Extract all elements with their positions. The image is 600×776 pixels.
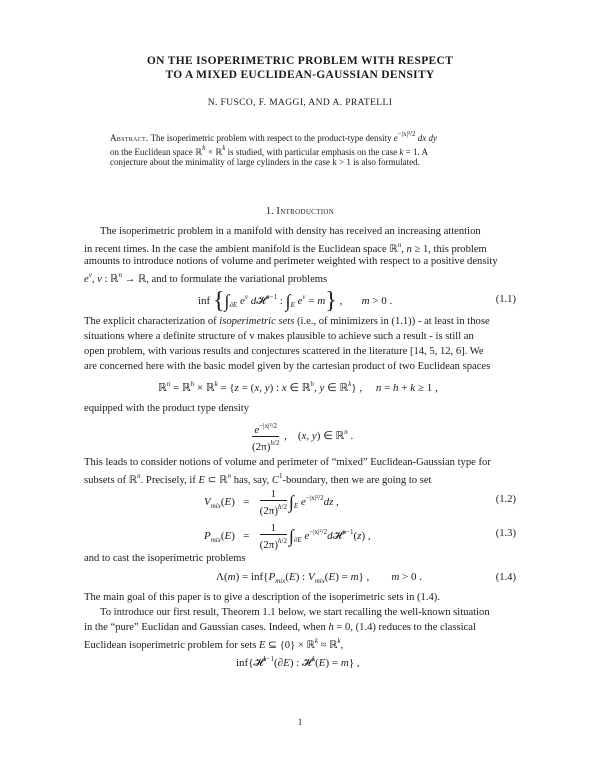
paper-title-line-1: ON THE ISOPERIMETRIC PROBLEM WITH RESPECT [146,55,454,67]
body-line: $e^v$, v : ℝ$^n$ → ℝ, and to formulate the variational problems [84,271,328,285]
equation-number: (1.2) [495,494,516,505]
body-line: amounts to introduce notions of volume and perimeter weighted with respect to a positive density [84,256,498,267]
paper-title-line-2: TO A MIXED EUCLIDEAN-GAUSSIAN DENSITY [165,69,435,81]
section-heading: 1. Introduction [265,206,335,217]
body-line: The explicit characterization of isoperimetric sets (i.e., of minimizers in (1.1)) - at least in those [84,316,490,327]
abstract-line-3: conjecture about the minimality of large cylinders in the case k > 1 is also formulated. [110,157,420,167]
body-line: in the “pure” Euclidan and Gaussian cases. Indeed, when h = 0, (1.4) reduces to the classical [84,622,476,633]
equation-density: $\frac{e^{-|x|^2/2}}{(2\pi)^{h/2}}$ , (x, y) ∈ ℝ$^n$ . [252,422,354,453]
body-line: To introduce our first result, Theorem 1.1 below, we start recalling the well-known situation [100,607,490,618]
equation-number: (1.4) [495,572,516,583]
equation-number: (1.3) [495,528,516,539]
equation-2: $V_{mix}(E)$ = $\frac{1}{(2\pi)^{h/2}}$ $\int_E$ $e^{-|x|^2/2}dz$ , [204,488,339,517]
equation-4: $\Lambda(m) = inf\{P_{mix}(E)$ : $V_{mix}(E) = m$} , m > 0 . [216,571,422,585]
abstract-text-1: The isoperimetric problem with respect to the product-type density $e^{-|x|^2/2}$ dx dy [150,130,438,143]
equation-space: ℝ$^n$ = ℝ$^h$ × ℝ$^k$ = {z = (x, y) : x ∈ ℝ$^h$, y ∈ ℝ$^k$} , n = h + k ≥ 1 , [158,380,438,394]
body-line: in recent times. In the case the ambient manifold is the Euclidean space ℝ$^n$, n ≥ 1, this problem [84,241,487,255]
body-line: The isoperimetric problem in a manifold with density has received an increasing attention [100,226,481,237]
body-line: are concerned here with the basic model given by the cartesian product of two Euclidean spaces [84,361,491,372]
body-line: open problem, with various results and conjectures scattered in the literature [14, 5, 12, 6]. We [84,346,484,357]
authors: N. FUSCO, F. MAGGI, AND A. PRATELLI [207,98,393,108]
page-number: 1 [297,717,303,727]
body-line: subsets of ℝ$^n$. Precisely, if E ⊂ ℝ$^n$ has, say, $C^1$-boundary, then we are going to set [84,472,432,486]
equation-number: (1.1) [495,294,516,305]
equation-1: inf {$\int_{\partial E}$ $e^v$ d𝓗$^{n-1}$ : $\int_E$ $e^v = m$} , m > 0 . [198,288,393,314]
body-line: The main goal of this paper is to give a description of the isoperimetric sets in (1.4). [84,592,440,603]
body-line: situations where a definite structure of v makes plausible to achieve such a result - is still an [84,331,474,342]
equation-5: inf{𝓗$^{k-1}$(∂E) : 𝓗$^k$(E) = m} , [236,655,360,669]
equation-3: $P_{mix}(E)$ = $\frac{1}{(2\pi)^{h/2}}$ $\int_{\partial E}$ $e^{-|x|^2/2}d𝓗^{n-1}(z)$ , [204,522,371,551]
body-line: equipped with the product type density [84,403,250,414]
abstract-line-2: on the Euclidean space ℝ$^h$ × ℝ$^k$ is studied, with particular emphasis on the case k = 1. A [110,144,428,157]
body-line: Euclidean isoperimetric problem for sets E ⊆ {0} × ℝ$^k$ ≈ ℝ$^k$, [84,637,344,651]
body-line: and to cast the isoperimetric problems [84,553,246,564]
body-line: This leads to consider notions of volume and perimeter of “mixed” Euclidean-Gaussian type for [84,457,491,468]
abstract-label: Abstract. [110,133,149,143]
